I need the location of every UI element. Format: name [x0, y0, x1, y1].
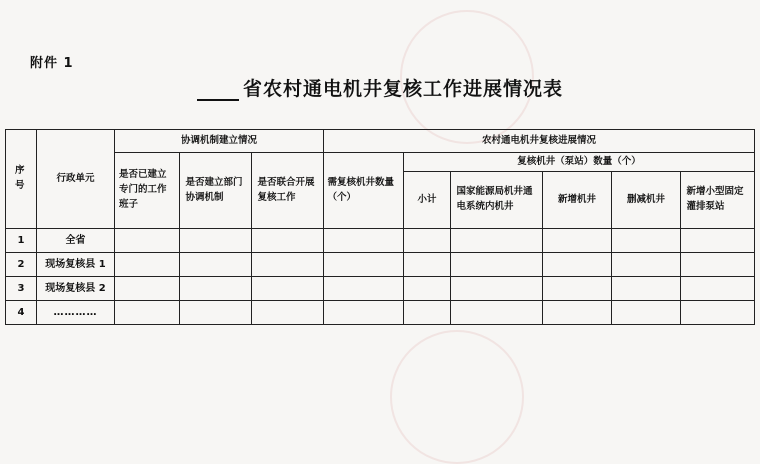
- header-dept: 是否建立部门协调机制: [180, 153, 252, 229]
- header-team: 是否已建立专门的工作班子: [115, 153, 180, 229]
- header-subtotal: 小计: [404, 172, 451, 229]
- header-group-progress: 农村通电机井复核进展情况: [324, 130, 755, 153]
- cell-reduced[interactable]: [612, 301, 681, 325]
- cell-team[interactable]: [115, 301, 180, 325]
- row-seq: 3: [6, 277, 37, 301]
- document-title: [0, 74, 760, 101]
- cell-joint[interactable]: [252, 253, 324, 277]
- cell-dept[interactable]: [180, 229, 252, 253]
- header-group-coordination: 协调机制建立情况: [115, 130, 324, 153]
- row-unit: 现场复核县 2: [37, 277, 115, 301]
- cell-team[interactable]: [115, 253, 180, 277]
- row-unit: 全省: [37, 229, 115, 253]
- cell-reduced[interactable]: [612, 229, 681, 253]
- header-needed: 需复核机井数量（个）: [324, 153, 404, 229]
- header-row-2: [6, 153, 755, 172]
- row-seq: 4: [6, 301, 37, 325]
- title-blank-underline: [197, 79, 239, 101]
- row-unit: 现场复核县 1: [37, 253, 115, 277]
- cell-subtotal[interactable]: [404, 229, 451, 253]
- cell-joint[interactable]: [252, 229, 324, 253]
- cell-subtotal[interactable]: [404, 277, 451, 301]
- header-unit: 行政单元: [37, 130, 115, 229]
- row-seq: 2: [6, 253, 37, 277]
- cell-new[interactable]: [543, 301, 612, 325]
- cell-needed[interactable]: [324, 301, 404, 325]
- cell-reduced[interactable]: [612, 253, 681, 277]
- header-energy: 国家能源局机井通电系统内机井: [451, 172, 543, 229]
- table-row: [6, 253, 755, 277]
- table-row: [6, 229, 755, 253]
- header-pump: 新增小型固定灌排泵站: [681, 172, 755, 229]
- cell-team[interactable]: [115, 229, 180, 253]
- header-row-1: [6, 130, 755, 153]
- header-new: 新增机井: [543, 172, 612, 229]
- cell-new[interactable]: [543, 253, 612, 277]
- attachment-label: 附件 1: [30, 56, 74, 71]
- header-reduced: 删减机井: [612, 172, 681, 229]
- official-seal-faint-bottom: [390, 330, 524, 464]
- title-text: 省农村通电机井复核工作进展情况表: [242, 78, 563, 100]
- cell-energy[interactable]: [451, 253, 543, 277]
- header-subgroup-wells: 复核机井（泵站）数量（个）: [404, 153, 755, 172]
- progress-table: [5, 129, 755, 325]
- cell-energy[interactable]: [451, 229, 543, 253]
- header-seq: 序号: [6, 130, 37, 229]
- cell-dept[interactable]: [180, 277, 252, 301]
- cell-energy[interactable]: [451, 277, 543, 301]
- cell-needed[interactable]: [324, 277, 404, 301]
- header-joint: 是否联合开展复核工作: [252, 153, 324, 229]
- cell-reduced[interactable]: [612, 277, 681, 301]
- cell-team[interactable]: [115, 277, 180, 301]
- cell-pump[interactable]: [681, 253, 755, 277]
- cell-energy[interactable]: [451, 301, 543, 325]
- cell-needed[interactable]: [324, 253, 404, 277]
- row-unit: …………: [37, 301, 115, 325]
- cell-pump[interactable]: [681, 301, 755, 325]
- table-row: [6, 277, 755, 301]
- cell-pump[interactable]: [681, 277, 755, 301]
- cell-new[interactable]: [543, 277, 612, 301]
- cell-dept[interactable]: [180, 253, 252, 277]
- cell-subtotal[interactable]: [404, 253, 451, 277]
- row-seq: 1: [6, 229, 37, 253]
- cell-subtotal[interactable]: [404, 301, 451, 325]
- cell-pump[interactable]: [681, 229, 755, 253]
- cell-new[interactable]: [543, 229, 612, 253]
- cell-joint[interactable]: [252, 301, 324, 325]
- cell-joint[interactable]: [252, 277, 324, 301]
- cell-dept[interactable]: [180, 301, 252, 325]
- cell-needed[interactable]: [324, 229, 404, 253]
- table-row: [6, 301, 755, 325]
